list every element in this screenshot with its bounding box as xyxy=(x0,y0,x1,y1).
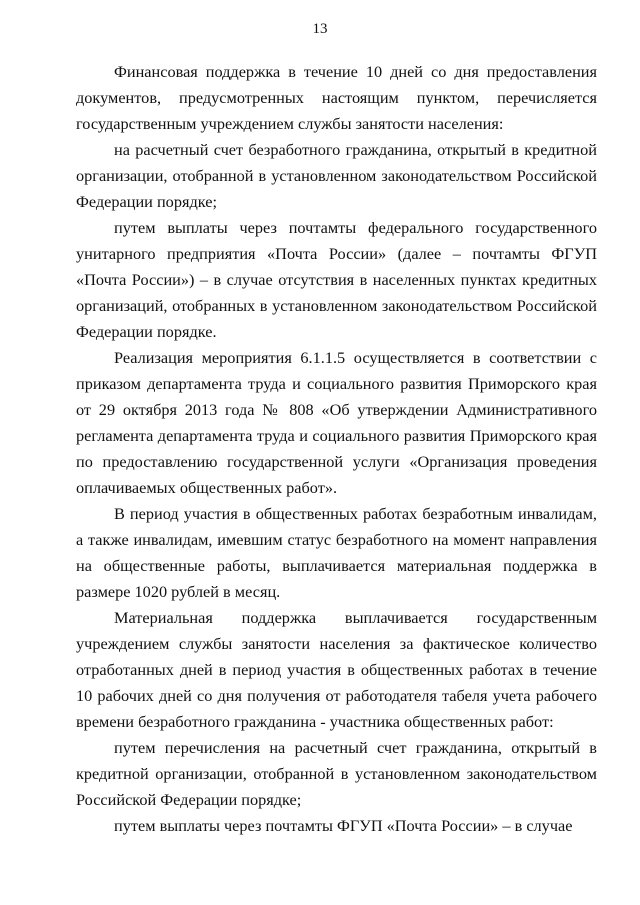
paragraph-bank-account: на расчетный счет безработного гражданина, открытый в кредитной организации, отобранной в установленном законодательством Российской Федерации порядке; xyxy=(76,140,597,211)
page-number: 13 xyxy=(312,21,328,37)
document-body xyxy=(76,59,597,839)
paragraph-material-support: Материальная поддержка выплачивается государственным учреждением службы занятости населения за фактическое количество отработанных дней в период участия в общественных работах в течение 10 рабочих дней со дня получения от работодателя табеля учета рабочего времени безработного гражданина - участника общественных работ: xyxy=(76,608,597,731)
paragraph-disabled-support: В период участия в общественных работах безработным инвалидам, а также инвалидам, имевшим статус безработного на момент направления на общественные работы, выплачивается материальная поддержка в размере 1020 рублей в месяц. xyxy=(76,504,597,601)
paragraph-post-office: путем выплаты через почтамты федерального государственного унитарного предприятия «Почта России» (далее – почтамты ФГУП «Почта России») – в случае отсутствия в населенных пунктах кредитных организаций, отобранных в установленном законодательством Российской Федерации порядке. xyxy=(76,218,597,341)
paragraph-financial-support: Финансовая поддержка в течение 10 дней со дня предоставления документов, предусмотренных настоящим пунктом, перечисляется государственным учреждением службы занятости населения: xyxy=(76,62,597,133)
paragraph-measure-implementation: Реализация мероприятия 6.1.1.5 осуществляется в соответствии с приказом департамента труда и социального развития Приморского края от 29 октября 2013 года № 808 «Об утверждении Административного регламента департамента труда и социального развития Приморского края по предоставлению государственной услуги «Организация проведения оплачиваемых общественных работ». xyxy=(76,348,597,497)
paragraph-transfer-account: путем перечисления на расчетный счет гражданина, открытый в кредитной организации, отобранной в установленном законодательством Российской Федерации порядке; xyxy=(76,738,597,809)
paragraph-post-payment: путем выплаты через почтамты ФГУП «Почта России» – в случае xyxy=(114,816,573,835)
